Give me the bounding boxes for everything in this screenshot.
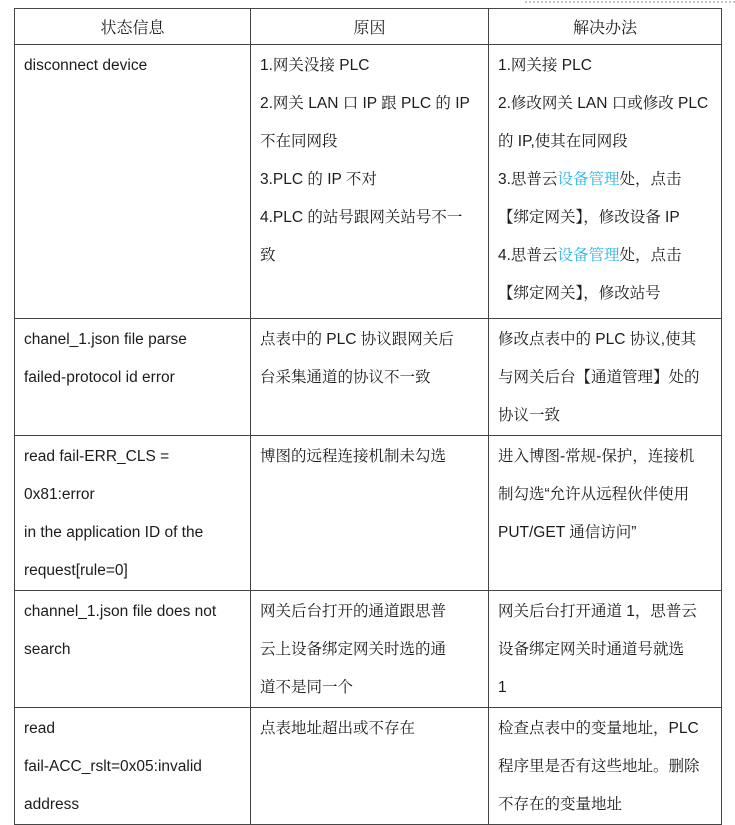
text-segment: 2.修改网关 LAN 口或修改 PLC [498, 95, 709, 112]
text-segment: 网关后台打开的通道跟思普 [260, 603, 447, 620]
text-segment: request[rule=0] [24, 562, 128, 579]
text-segment: 云上设备绑定网关时选的通 [260, 641, 447, 658]
text-segment: 【绑定网关】，修改站号 [498, 285, 661, 302]
device-management-link[interactable]: 设备管理 [557, 247, 620, 264]
cell-line [498, 669, 713, 707]
cell-reason [251, 708, 489, 825]
cell-line [24, 631, 242, 669]
text-segment: PUT/GET 通信访问” [498, 524, 637, 541]
text-segment: 的 IP,使其在同网段 [498, 133, 628, 150]
cell-reason [251, 436, 489, 591]
cell-line [498, 123, 713, 161]
cell-line [498, 397, 713, 435]
cell-line [498, 237, 713, 275]
cell-line [260, 669, 480, 707]
cell-line [24, 552, 242, 590]
text-segment: channel_1.json file does not [24, 603, 217, 620]
cell-reason [251, 45, 489, 319]
cell-line [498, 321, 713, 359]
cell-line [498, 593, 713, 631]
cell-line [260, 123, 480, 161]
cell-solution [489, 708, 722, 825]
text-segment: chanel_1.json file parse [24, 331, 187, 348]
cell-line [24, 593, 242, 631]
text-segment: 检查点表中的变量地址，PLC [498, 720, 699, 737]
cell-line [24, 359, 242, 397]
cell-line [498, 85, 713, 123]
text-segment: 1.网关接 PLC [498, 57, 592, 74]
text-segment: 【绑定网关】，修改设备 IP [498, 209, 680, 226]
cell-line [260, 438, 480, 476]
text-segment: address [24, 796, 80, 813]
cell-line [24, 710, 242, 748]
text-segment: 网关后台打开通道 1，思普云 [498, 603, 697, 620]
cell-line [260, 85, 480, 123]
cell-line [498, 359, 713, 397]
cell-line [498, 199, 713, 237]
text-segment: 台采集通道的协议不一致 [260, 369, 431, 386]
cell-reason [251, 591, 489, 708]
text-segment: failed-protocol id error [24, 369, 175, 386]
cell-line [24, 786, 242, 824]
text-segment: 协议一致 [498, 407, 561, 424]
header-cell-solution: 解决办法 [489, 9, 722, 45]
cell-line [498, 161, 713, 199]
text-segment: 设备绑定网关时通道号就选 [498, 641, 685, 658]
cell-line [260, 161, 480, 199]
text-segment: 道不是同一个 [260, 679, 354, 696]
table-row [15, 319, 722, 436]
table-row [15, 708, 722, 825]
cell-status [15, 45, 251, 319]
text-segment: 3.思普云 [498, 171, 558, 188]
text-segment: 1.网关没接 PLC [260, 57, 370, 74]
cell-line [498, 786, 713, 824]
cell-line [260, 593, 480, 631]
cell-line [260, 47, 480, 85]
cell-line [498, 514, 713, 552]
cell-line [260, 321, 480, 359]
text-segment: 致 [260, 247, 276, 264]
text-segment: 博图的远程连接机制未勾选 [260, 448, 447, 465]
cell-status [15, 436, 251, 591]
table-header-row [15, 9, 722, 45]
text-segment: 进入博图-常规-保护，连接机 [498, 448, 695, 465]
text-segment: 1 [498, 679, 507, 696]
text-segment: fail-ACC_rslt=0x05:invalid [24, 758, 202, 775]
text-segment: 点表地址超出或不存在 [260, 720, 416, 737]
text-segment: 程序里是否有这些地址。删除 [498, 758, 700, 775]
text-segment: disconnect device [24, 57, 148, 74]
cell-solution [489, 591, 722, 708]
cell-solution [489, 45, 722, 319]
cell-line [24, 321, 242, 359]
cell-line [260, 359, 480, 397]
table-row [15, 45, 722, 319]
cell-line [498, 748, 713, 786]
cell-solution [489, 319, 722, 436]
cell-line [24, 438, 242, 514]
text-segment: read fail-ERR_CLS = 0x81:error [24, 448, 170, 503]
device-management-link[interactable]: 设备管理 [557, 171, 620, 188]
cell-status [15, 591, 251, 708]
cell-line [498, 438, 713, 476]
cell-line [498, 275, 713, 313]
cell-line [498, 47, 713, 85]
cell-line [24, 47, 242, 85]
cell-solution [489, 436, 722, 591]
cell-status [15, 319, 251, 436]
cell-line [24, 514, 242, 552]
text-segment: 不在同网段 [260, 133, 338, 150]
cell-line [498, 631, 713, 669]
text-segment: 点表中的 PLC 协议跟网关后 [260, 331, 454, 348]
text-segment: in the application ID of the [24, 524, 204, 541]
cell-line [260, 710, 480, 748]
text-segment: read [24, 720, 56, 737]
text-segment: 修改点表中的 PLC 协议,使其 [498, 331, 697, 348]
cell-line [498, 476, 713, 514]
troubleshooting-table [14, 8, 722, 825]
text-segment: 与网关后台【通道管理】处的 [498, 369, 700, 386]
text-segment: 4.PLC 的站号跟网关站号不一 [260, 209, 463, 226]
cell-line [498, 710, 713, 748]
text-segment: 不存在的变量地址 [498, 796, 623, 813]
cell-line [260, 199, 480, 237]
cell-line [24, 748, 242, 786]
page-top-dotted-artifact [525, 1, 735, 3]
text-segment: 4.思普云 [498, 247, 558, 264]
cell-status [15, 708, 251, 825]
header-cell-reason: 原因 [251, 9, 489, 45]
text-segment: 处，点击 [619, 171, 682, 188]
table-row [15, 436, 722, 591]
text-segment: 2.网关 LAN 口 IP 跟 PLC 的 IP [260, 95, 470, 112]
text-segment: search [24, 641, 71, 658]
text-segment: 3.PLC 的 IP 不对 [260, 171, 377, 188]
cell-line [260, 631, 480, 669]
text-segment: 制勾选“允许从远程伙伴使用 [498, 486, 690, 503]
table-row [15, 591, 722, 708]
cell-line [260, 237, 480, 275]
text-segment: 处，点击 [619, 247, 682, 264]
header-cell-status: 状态信息 [15, 9, 251, 45]
cell-reason [251, 319, 489, 436]
